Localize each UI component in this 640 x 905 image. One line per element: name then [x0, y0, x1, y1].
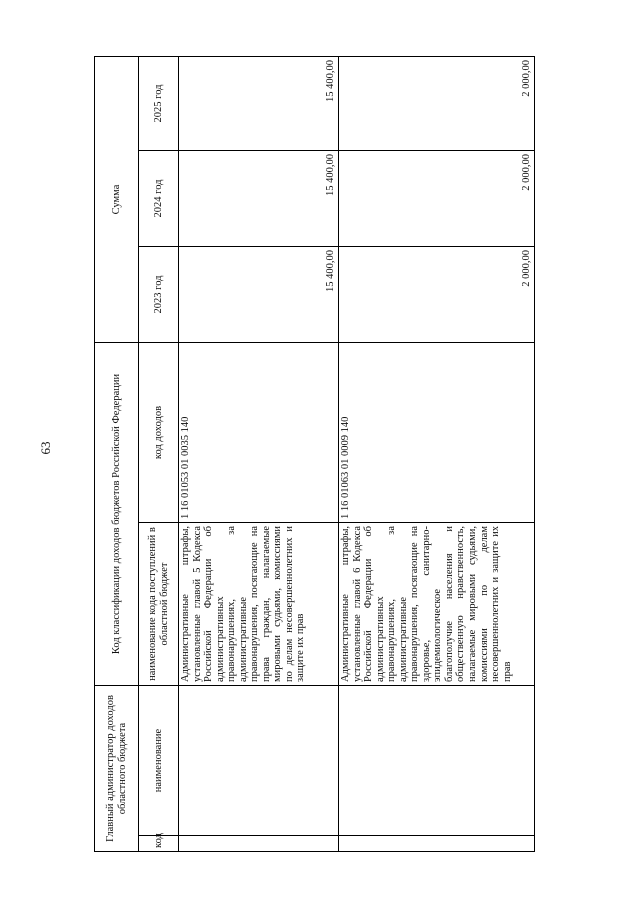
header-admin-code: код — [139, 836, 179, 852]
header-year-2025: 2025 год — [139, 56, 179, 150]
header-sum-group: Сумма — [95, 56, 139, 342]
row-sum-2023: 15 400,00 — [179, 246, 339, 342]
header-admin-group: Главный администратор доходов областного бюджета — [95, 686, 139, 852]
row-sum-2023: 2 000,00 — [339, 246, 535, 342]
budget-income-table — [94, 56, 535, 852]
row-sum-2024: 2 000,00 — [339, 150, 535, 246]
row-income-name: Административные штрафы, установленные главой 5 Кодекса Российской Федерации об административных правонарушениях, за административные правонарушения, посягающие на права граждан, налагаемые мировыми судьями, комиссиями по делам несовершеннолетних и защите их прав — [179, 523, 339, 686]
table-row — [179, 56, 339, 851]
table-row — [339, 56, 535, 851]
header-income-name: наименование кода поступлений в областной бюджет — [139, 523, 179, 686]
row-sum-2025: 2 000,00 — [339, 56, 535, 150]
header-year-2023: 2023 год — [139, 246, 179, 342]
header-classification-group: Код классификации доходов бюджетов Российской Федерации — [95, 342, 139, 685]
row-sum-2024: 15 400,00 — [179, 150, 339, 246]
row-income-code: 1 16 01053 01 0035 140 — [179, 342, 339, 522]
page-number: 63 — [38, 441, 53, 455]
row-income-name: Административные штрафы, установленные главой 6 Кодекса Российской Федерации об административных правонарушениях, за административные правонарушения, посягающие на здоровье, санитарно-эпидемиологическое благополучие населения и общественную нравственность, налагаемые мировыми судьями, комиссиями по делам несовершеннолетних и защите их прав — [339, 523, 535, 686]
header-year-2024: 2024 год — [139, 150, 179, 246]
row-income-code: 1 16 01063 01 0009 140 — [339, 342, 535, 522]
row-admin-code — [339, 836, 535, 852]
row-admin-name — [179, 686, 339, 836]
row-admin-code — [179, 836, 339, 852]
header-admin-name: наименование — [139, 686, 179, 836]
header-income-code: код доходов — [139, 342, 179, 522]
row-sum-2025: 15 400,00 — [179, 56, 339, 150]
row-admin-name — [339, 686, 535, 836]
rotated-page-content — [94, 57, 534, 852]
